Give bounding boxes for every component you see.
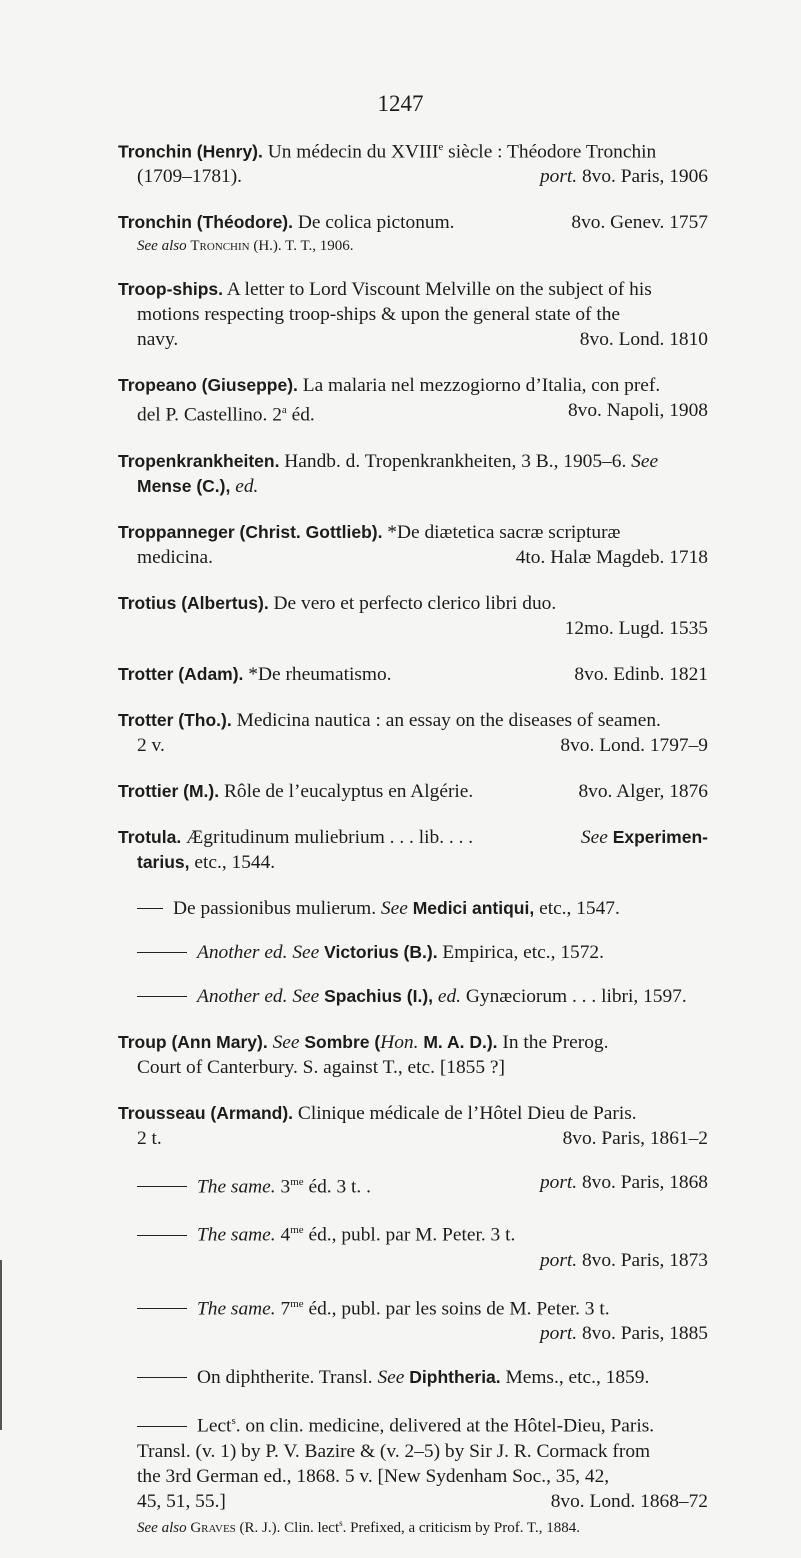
repeat-dash: [137, 908, 163, 909]
index-entry: Trotter (Tho.). Medicina nautica : an essay on the diseases of seamen. 2 v. 8vo. Lond. 1797–9: [118, 709, 708, 756]
repeat-dash: [137, 1186, 187, 1187]
repeat-dash: [137, 996, 187, 997]
index-entry: The same. $4^{me}$ éd., publ. par M. Peter. 3 t. port. 8vo. Paris, 1873: [118, 1218, 708, 1272]
index-entry: On diphtherite. Transl. See Diphtheria. Mems., etc., 1859.: [118, 1365, 708, 1390]
index-entry: Troup (Ann Mary). See Sombre (Hon. M. A. D.). In the Prerog. Court of Canterbury. S. against T., etc. [1855 ?]: [118, 1031, 609, 1078]
index-entry: The same. $3^{me}$ éd. 3 t. . port. 8vo. Paris, 1868: [118, 1170, 708, 1199]
index-entry: Another ed. See Victorius (B.). Empirica, etc., 1572.: [118, 940, 708, 965]
index-entry: Trotula. Ægritudinum muliebrium . . . lib. . . . See Experimen- tarius, etc., 1544.: [118, 826, 708, 873]
repeat-dash: [137, 1426, 187, 1427]
index-entry: Tronchin (Théodore). De colica pictonum. 8vo. Genev. 1757 See also Tronchin (H.). T. T., 1906.: [118, 212, 708, 255]
index-entry: Trotter (Adam). *De rheumatismo. 8vo. Edinb. 1821: [118, 663, 708, 685]
page-edge-rule: [0, 1260, 2, 1430]
index-entry: Tropenkrankheiten. Handb. d. Tropenkrankheiten, 3 B., 1905–6. See Mense (C.), ed.: [118, 450, 659, 497]
index-entries: [118, 135, 708, 1558]
index-entry: Trotius (Albertus). De vero et perfecto clerico libri duo. 12mo. Lugd. 1535: [118, 592, 708, 639]
index-entry: Trottier (M.). Rôle de l’eucalyptus en Algérie. 8vo. Alger, 1876: [118, 780, 708, 802]
index-entry: Troppanneger (Christ. Gottlieb). *De diætetica sacræ scripturæ medicina. 4to. Halæ Magdeb. 1718: [118, 521, 708, 568]
repeat-dash: [137, 1235, 187, 1236]
index-entry: De passionibus mulierum. See Medici antiqui, etc., 1547.: [118, 896, 708, 921]
index-entry: Another ed. See Spachius (I.), ed. Gynæciorum . . . libri, 1597.: [118, 984, 708, 1009]
index-entry: Troop-ships. A letter to Lord Viscount Melville on the subject of his motions respecting troop-ships & upon the general state of the navy. 8vo. Lond. 1810: [118, 279, 708, 351]
page-number: 1247: [377, 91, 424, 116]
repeat-dash: [137, 952, 187, 953]
index-entry: The same. $7^{me}$ éd., publ. par les soins de M. Peter. 3 t. port. 8vo. Paris, 1885: [118, 1292, 708, 1346]
index-entry: Tropeano (Giuseppe). La malaria nel mezzogiorno d’Italia, con pref. del P. Castellino. 2$^a$ éd. 8vo. Napoli, 1908: [118, 375, 708, 426]
index-entry: Lect$^s$. on clin. medicine, delivered at the Hôtel-Dieu, Paris. Transl. (v. 1) by P. V. Bazire & (v. 2–5) by Sir J. R. Cormack from the 3rd German ed., 1868. 5 v. [New Sydenham Soc., 35, 42, 45, 51, 55.] 8vo. Lond. 1868–72 See also Graves (R. J.). Clin. lect$^s$. Prefixed, a criticism by Prof. T., 1884.: [137, 1415, 708, 1536]
repeat-dash: [137, 1377, 187, 1378]
repeat-dash: [137, 1308, 187, 1309]
index-entry: Trousseau (Armand). Clinique médicale de l’Hôtel Dieu de Paris. 2 t. 8vo. Paris, 1861–2: [118, 1102, 708, 1149]
index-entry: Tronchin (Henry). Un médecin du XVIIIe siècle : Théodore Tronchin (1709–1781). port. 8vo. Paris, 1906: [118, 141, 708, 188]
